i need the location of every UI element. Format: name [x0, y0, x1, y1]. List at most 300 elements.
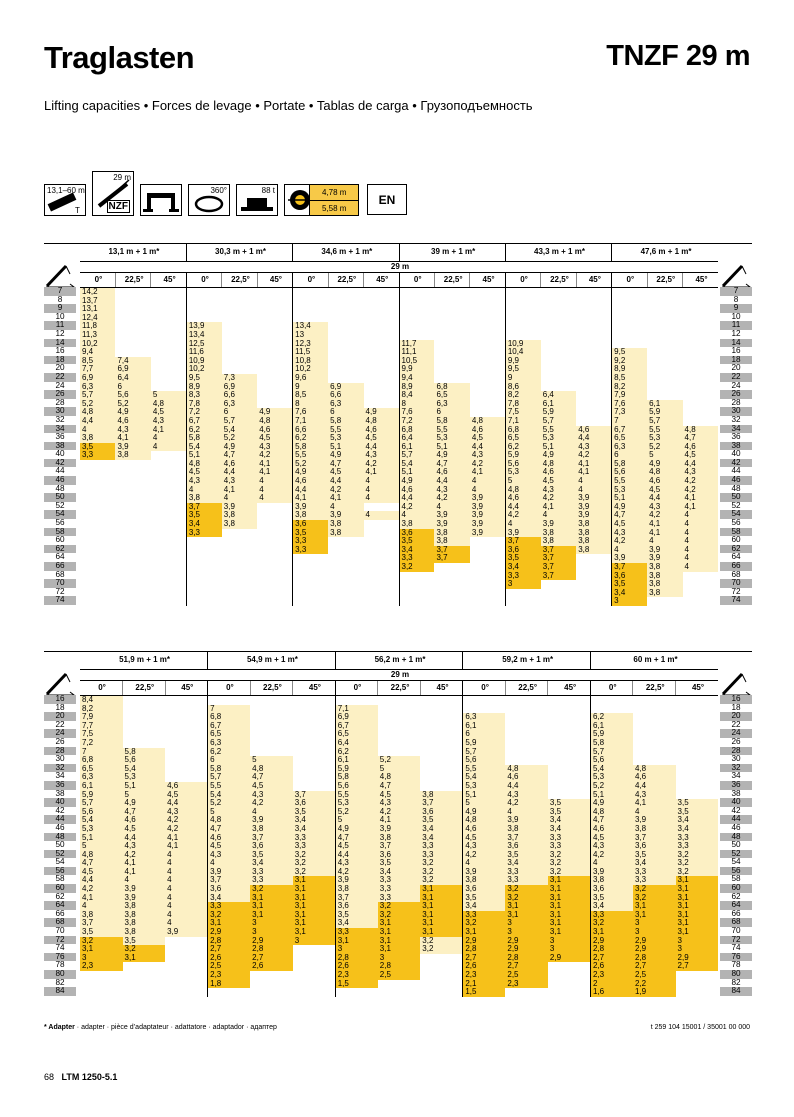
capacity-cell: 4,6	[115, 417, 150, 426]
capacity-cell	[541, 305, 576, 314]
capacity-cell: 3,1	[420, 928, 463, 937]
radius-cell: 10	[44, 313, 76, 322]
capacity-cell: 3,2	[676, 859, 719, 868]
capacity-cell: 5,9	[590, 730, 633, 739]
angle-header: 0°	[590, 681, 633, 696]
capacity-cell	[115, 503, 150, 512]
capacity-cell: 7,8	[186, 400, 221, 409]
capacity-cell: 4,6	[222, 460, 257, 469]
capacity-cell	[505, 696, 548, 705]
capacity-cell	[222, 340, 257, 349]
radius-cell: 32	[720, 416, 752, 425]
capacity-cell	[151, 503, 186, 512]
capacity-cell: 4,9	[612, 503, 647, 512]
capacity-cell	[151, 580, 186, 589]
capacity-cell: 3,1	[676, 928, 719, 937]
capacity-cell: 3,8	[399, 520, 434, 529]
capacity-cell: 2,8	[250, 945, 293, 954]
capacity-cell: 6,9	[335, 713, 378, 722]
capacity-cell: 4,3	[647, 503, 682, 512]
capacity-cell	[293, 554, 328, 563]
capacity-cell	[222, 297, 257, 306]
capacity-cell: 6,6	[293, 426, 328, 435]
capacity-cell: 4,6	[123, 816, 166, 825]
capacity-cell: 2,9	[505, 945, 548, 954]
capacity-cell	[541, 357, 576, 366]
capacity-cell	[541, 297, 576, 306]
capacity-cell	[364, 546, 399, 555]
capacity-cell	[257, 537, 292, 546]
capacity-cell	[633, 730, 676, 739]
capacity-cell: 3,3	[335, 928, 378, 937]
capacity-cell: 2,6	[335, 962, 378, 971]
radius-cell: 82	[720, 979, 752, 988]
radius-cell: 36	[720, 781, 752, 790]
capacity-cell: 3	[548, 945, 591, 954]
radius-cell: 16	[44, 347, 76, 356]
outrigger-icon	[140, 184, 182, 216]
table-row	[80, 520, 718, 529]
capacity-cell: 6,4	[541, 391, 576, 400]
capacity-cell: 3,8	[328, 520, 363, 529]
capacity-cell: 5,5	[463, 765, 506, 774]
capacity-cell	[633, 739, 676, 748]
capacity-cell: 4,2	[123, 851, 166, 860]
capacity-cell	[612, 305, 647, 314]
capacity-cell: 3,5	[399, 537, 434, 546]
capacity-cell	[293, 314, 328, 323]
capacity-cell: 4	[165, 885, 208, 894]
capacity-cell	[505, 589, 540, 598]
capacity-cell	[186, 297, 221, 306]
capacity-cell: 3,5	[80, 443, 115, 452]
jib-icon	[92, 171, 134, 216]
capacity-cell: 3,5	[420, 816, 463, 825]
angle-header: 22,5°	[115, 273, 150, 288]
capacity-cell	[434, 365, 469, 374]
capacity-cell	[165, 954, 208, 963]
radius-cell: 72	[720, 588, 752, 597]
capacity-cell	[434, 357, 469, 366]
capacity-cell: 13	[293, 331, 328, 340]
capacity-cell	[434, 374, 469, 383]
radius-cell: 46	[720, 824, 752, 833]
capacity-cell: 3,4	[548, 825, 591, 834]
capacity-cell: 7,6	[612, 400, 647, 409]
capacity-cell	[257, 288, 292, 297]
capacity-cell: 5,4	[590, 765, 633, 774]
table-row	[80, 919, 718, 928]
capacity-cell: 3,6	[378, 851, 421, 860]
radius-cell: 48	[44, 485, 76, 494]
table-row	[80, 546, 718, 555]
capacity-cell: 3,3	[399, 554, 434, 563]
capacity-cell	[470, 546, 505, 555]
capacity-cell	[222, 348, 257, 357]
capacity-cell: 4,3	[434, 486, 469, 495]
capacity-cell	[576, 357, 611, 366]
capacity-cell: 4,6	[257, 426, 292, 435]
capacity-cell: 4,9	[434, 451, 469, 460]
radius-cell: 36	[44, 781, 76, 790]
radius-cell: 74	[44, 596, 76, 605]
capacity-cell: 3,2	[548, 859, 591, 868]
capacity-cell	[548, 696, 591, 705]
capacity-cell: 7,5	[505, 408, 540, 417]
capacity-cell	[165, 748, 208, 757]
capacity-cell: 2,5	[378, 971, 421, 980]
capacity-cell: 9,9	[399, 365, 434, 374]
radius-cell: 30	[44, 407, 76, 416]
radius-cell: 18	[720, 356, 752, 365]
radius-cell: 70	[44, 579, 76, 588]
capacity-cell: 4	[165, 894, 208, 903]
capacity-cell: 3,3	[208, 902, 251, 911]
capacity-cell: 6,3	[80, 383, 115, 392]
capacity-cell: 2,8	[590, 945, 633, 954]
capacity-cell	[80, 572, 115, 581]
capacity-cell: 4,5	[463, 834, 506, 843]
capacity-cell	[576, 383, 611, 392]
radius-cell: 70	[44, 927, 76, 936]
capacity-cell	[676, 980, 719, 989]
radius-cell: 9	[44, 304, 76, 313]
capacity-cell: 2,6	[250, 962, 293, 971]
capacity-cell: 5,1	[123, 782, 166, 791]
boom-length-header: 54,9 m + 1 m*	[208, 652, 336, 670]
radius-cell: 76	[44, 953, 76, 962]
capacity-cell: 4,3	[612, 529, 647, 538]
capacity-cell	[115, 537, 150, 546]
radius-cell: 58	[44, 875, 76, 884]
capacity-cell: 4,2	[470, 460, 505, 469]
capacity-cell	[257, 391, 292, 400]
capacity-cell: 3,5	[676, 799, 719, 808]
capacity-cell: 6,2	[208, 748, 251, 757]
capacity-cell: 5,7	[590, 748, 633, 757]
capacity-cell	[505, 322, 540, 331]
capacity-cell: 5,1	[434, 443, 469, 452]
capacity-cell: 4,4	[80, 876, 123, 885]
capacity-cell: 4,1	[151, 426, 186, 435]
capacity-cell: 3,5	[505, 554, 540, 563]
radius-cell: 18	[720, 704, 752, 713]
capacity-cell: 3,5	[590, 894, 633, 903]
capacity-cell: 5,2	[590, 782, 633, 791]
capacity-cell: 10,4	[505, 348, 540, 357]
radius-cell: 72	[44, 588, 76, 597]
capacity-cell	[151, 297, 186, 306]
capacity-cell	[633, 748, 676, 757]
capacity-cell: 3,9	[541, 520, 576, 529]
capacity-cell: 2,9	[633, 937, 676, 946]
track-width-box	[309, 184, 359, 216]
capacity-cell: 4	[80, 902, 123, 911]
capacity-cell	[293, 782, 336, 791]
capacity-cell: 2,8	[633, 954, 676, 963]
angle-header: 0°	[505, 273, 540, 288]
capacity-cell: 3,2	[420, 868, 463, 877]
radius-cell: 78	[720, 961, 752, 970]
model-name: LTM 1250-5.1	[61, 1072, 118, 1082]
capacity-cell	[590, 705, 633, 714]
capacity-cell: 3	[612, 597, 647, 606]
capacity-cell: 2,8	[505, 954, 548, 963]
bottom-radius-column-left	[44, 695, 76, 996]
capacity-cell	[676, 713, 719, 722]
capacity-cell	[548, 980, 591, 989]
radius-cell: 80	[44, 970, 76, 979]
capacity-cell: 6,5	[434, 391, 469, 400]
capacity-cell: 3,9	[123, 885, 166, 894]
capacity-cell	[222, 322, 257, 331]
capacity-cell	[505, 597, 540, 606]
capacity-cell: 4	[612, 546, 647, 555]
capacity-cell	[257, 511, 292, 520]
capacity-cell	[470, 357, 505, 366]
capacity-cell: 4,1	[80, 894, 123, 903]
radius-cell: 16	[44, 695, 76, 704]
capacity-cell: 4,2	[80, 885, 123, 894]
capacity-cell: 4,2	[165, 825, 208, 834]
capacity-cell: 5,7	[647, 417, 682, 426]
capacity-cell	[470, 597, 505, 606]
capacity-cell: 6,5	[335, 730, 378, 739]
radius-cell: 16	[720, 347, 752, 356]
capacity-cell: 7,1	[293, 417, 328, 426]
angle-header: 0°	[612, 273, 647, 288]
table-row	[80, 460, 718, 469]
capacity-cell: 4	[434, 503, 469, 512]
capacity-cell	[257, 520, 292, 529]
table-row	[80, 962, 718, 971]
capacity-cell	[328, 554, 363, 563]
radius-cell: 62	[44, 893, 76, 902]
capacity-cell: 4	[165, 876, 208, 885]
capacity-cell	[399, 572, 434, 581]
capacity-cell: 3,9	[115, 443, 150, 452]
table-row	[80, 537, 718, 546]
capacity-cell: 3,8	[335, 885, 378, 894]
capacity-cell: 3	[548, 937, 591, 946]
capacity-cell	[541, 348, 576, 357]
capacity-cell: 3,4	[378, 868, 421, 877]
capacity-cell: 3,7	[420, 799, 463, 808]
table-row	[80, 494, 718, 503]
capacity-cell: 4,7	[434, 460, 469, 469]
angle-header: 0°	[293, 273, 328, 288]
capacity-cell: 4,3	[378, 799, 421, 808]
table-row	[80, 834, 718, 843]
radius-cell: 42	[44, 459, 76, 468]
capacity-cell: 2,9	[676, 954, 719, 963]
capacity-cell: 3,5	[250, 851, 293, 860]
radius-cell: 10	[720, 313, 752, 322]
capacity-cell	[165, 980, 208, 989]
table-row	[80, 911, 718, 920]
radius-cell: 52	[720, 850, 752, 859]
capacity-cell: 5,1	[80, 834, 123, 843]
capacity-cell: 4,1	[647, 529, 682, 538]
capacity-cell	[676, 739, 719, 748]
capacity-cell	[676, 765, 719, 774]
capacity-cell: 5,5	[612, 477, 647, 486]
capacity-cell	[186, 554, 221, 563]
capacity-cell: 8,6	[505, 383, 540, 392]
table-row	[80, 322, 718, 331]
capacity-cell: 5,6	[505, 460, 540, 469]
capacity-cell	[328, 537, 363, 546]
capacity-cell	[328, 305, 363, 314]
capacity-cell: 4	[257, 477, 292, 486]
capacity-cell	[328, 348, 363, 357]
capacity-cell: 5,2	[115, 400, 150, 409]
capacity-cell: 3,7	[434, 546, 469, 555]
capacity-cell: 6,9	[80, 374, 115, 383]
capacity-cell: 4,7	[683, 434, 718, 443]
capacity-cell: 4,3	[683, 468, 718, 477]
capacity-cell: 3,4	[676, 816, 719, 825]
capacity-cell: 3,3	[505, 868, 548, 877]
capacity-cell: 3,1	[293, 928, 336, 937]
capacity-cell: 4,3	[364, 451, 399, 460]
jib-length-header: 29 m	[80, 670, 718, 681]
capacity-cell: 6,2	[335, 748, 378, 757]
capacity-cell: 3,8	[293, 511, 328, 520]
capacity-cell: 3,8	[222, 511, 257, 520]
capacity-cell	[434, 322, 469, 331]
radius-cell: 64	[720, 901, 752, 910]
capacity-cell	[434, 597, 469, 606]
capacity-cell: 5,2	[335, 808, 378, 817]
capacity-cell: 3,6	[208, 885, 251, 894]
capacity-cell	[250, 705, 293, 714]
capacity-cell	[420, 971, 463, 980]
capacity-cell: 3,1	[378, 919, 421, 928]
capacity-cell: 9,6	[293, 374, 328, 383]
capacity-cell	[378, 739, 421, 748]
radius-cell: 28	[44, 399, 76, 408]
capacity-cell: 4,3	[335, 859, 378, 868]
radius-cell: 11	[44, 321, 76, 330]
capacity-cell: 5,2	[647, 443, 682, 452]
boom-length-header: 56,2 m + 1 m*	[335, 652, 463, 670]
capacity-cell	[420, 722, 463, 731]
capacity-cell	[683, 305, 718, 314]
capacity-cell	[612, 340, 647, 349]
radius-cell: 7	[44, 287, 76, 296]
capacity-cell: 10,9	[505, 340, 540, 349]
capacity-cell: 4	[257, 486, 292, 495]
capacity-cell	[115, 597, 150, 606]
capacity-cell: 4,5	[335, 842, 378, 851]
radius-cell: 56	[44, 519, 76, 528]
boom-range-label: 13,1–60 m	[47, 186, 85, 195]
capacity-cell: 3,6	[463, 885, 506, 894]
bottom-radius-column-right	[720, 695, 752, 996]
capacity-cell	[576, 417, 611, 426]
radius-cell: 30	[720, 755, 752, 764]
radius-cell: 66	[44, 562, 76, 571]
capacity-cell: 4,7	[250, 773, 293, 782]
capacity-cell: 8,3	[186, 391, 221, 400]
capacity-cell: 2,7	[208, 945, 251, 954]
capacity-cell: 3,6	[293, 520, 328, 529]
capacity-cell: 2,6	[208, 954, 251, 963]
capacity-cell: 7	[208, 705, 251, 714]
capacity-cell: 7,1	[505, 417, 540, 426]
capacity-cell: 5,4	[399, 460, 434, 469]
boom-length-header: 60 m + 1 m*	[590, 652, 718, 670]
table-row	[80, 348, 718, 357]
capacity-cell	[293, 288, 328, 297]
capacity-cell: 4	[505, 808, 548, 817]
capacity-cell	[151, 305, 186, 314]
capacity-cell: 4,6	[364, 426, 399, 435]
capacity-cell: 3,7	[541, 563, 576, 572]
capacity-cell: 6	[328, 408, 363, 417]
capacity-cell: 3,4	[548, 816, 591, 825]
capacity-cell	[151, 365, 186, 374]
capacity-cell: 3,2	[293, 868, 336, 877]
capacity-cell: 3,1	[378, 945, 421, 954]
capacity-cell: 4,1	[165, 842, 208, 851]
radius-cell: 44	[44, 467, 76, 476]
capacity-cell	[434, 288, 469, 297]
radius-cell: 78	[44, 961, 76, 970]
capacity-cell: 11,3	[80, 331, 115, 340]
capacity-cell: 3	[676, 945, 719, 954]
capacity-cell: 4,9	[335, 825, 378, 834]
capacity-cell: 4	[165, 902, 208, 911]
capacity-cell	[222, 580, 257, 589]
capacity-cell: 3,1	[633, 911, 676, 920]
capacity-cell: 3,1	[676, 902, 719, 911]
capacity-cell: 3,7	[541, 554, 576, 563]
capacity-cell: 6,8	[434, 383, 469, 392]
capacity-cell	[257, 374, 292, 383]
capacity-cell	[293, 945, 336, 954]
capacity-cell	[222, 537, 257, 546]
capacity-cell: 4,1	[470, 468, 505, 477]
boom-length-header: 47,6 m + 1 m*	[612, 244, 718, 262]
capacity-cell	[364, 503, 399, 512]
angle-header: 22,5°	[505, 681, 548, 696]
capacity-cell: 3,1	[676, 876, 719, 885]
capacity-cell	[151, 529, 186, 538]
capacity-cell	[647, 374, 682, 383]
capacity-cell: 5,7	[80, 391, 115, 400]
angle-header: 45°	[683, 273, 718, 288]
capacity-cell	[222, 597, 257, 606]
capacity-cell	[470, 383, 505, 392]
jib-length-header: 29 m	[80, 262, 718, 273]
capacity-cell	[151, 451, 186, 460]
capacity-cell: 5,5	[208, 782, 251, 791]
capacity-cell: 8,2	[612, 383, 647, 392]
capacity-cell	[576, 580, 611, 589]
capacity-cell	[463, 705, 506, 714]
radius-cell: 28	[720, 747, 752, 756]
capacity-cell: 3,8	[378, 834, 421, 843]
capacity-cell: 5,3	[463, 782, 506, 791]
capacity-cell: 4,1	[683, 503, 718, 512]
capacity-cell	[151, 511, 186, 520]
capacity-cell	[647, 340, 682, 349]
capacity-cell	[80, 563, 115, 572]
capacity-cell: 3,2	[548, 851, 591, 860]
capacity-cell	[115, 589, 150, 598]
